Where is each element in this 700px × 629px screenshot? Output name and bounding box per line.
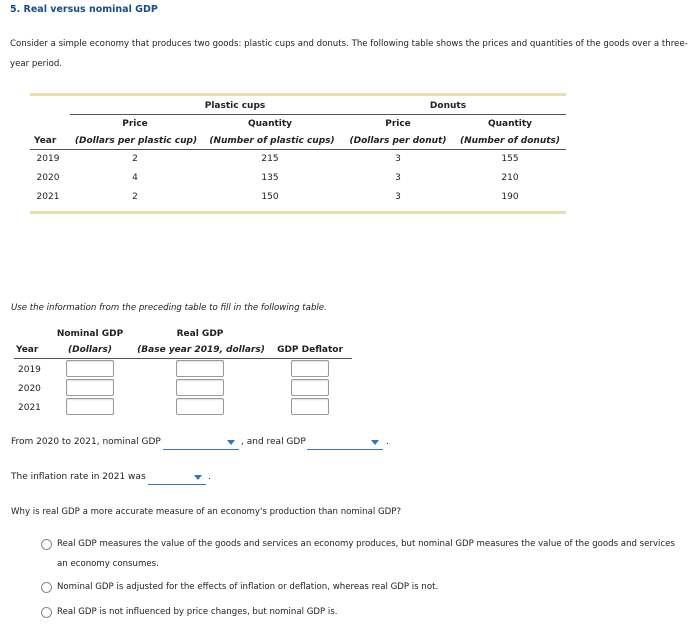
cell-quantity-donuts: 210 (501, 173, 519, 183)
cell-price-cups: 2 (132, 154, 138, 164)
option-label: Real GDP measures the value of the goods and services an economy produces, but nominal GDP measures the value of the goods and services an economy consumes. (57, 539, 675, 569)
row-year: 2019 (18, 365, 41, 375)
cell-price-donuts: 3 (395, 173, 401, 183)
real-gdp-2020-input[interactable] (176, 379, 224, 396)
cell-quantity-cups: 135 (261, 173, 279, 183)
intro-text: Consider a simple economy that produces two goods: plastic cups and donuts. The following table shows the prices and quantities of the goods over a three-year period. (10, 39, 688, 69)
cell-quantity-cups: 150 (261, 192, 279, 202)
unit-quantity-donuts: (Number of donuts) (460, 136, 560, 146)
nominal-gdp-2020-input[interactable] (66, 379, 114, 396)
table-top-rule (30, 93, 566, 96)
real-gdp-2021-input[interactable] (176, 398, 224, 415)
group-header-plastic-cups: Plastic cups (204, 101, 266, 111)
real-gdp-change-dropdown[interactable] (307, 438, 383, 450)
header-real-gdp: Real GDP (176, 329, 224, 339)
gdp-deflator-2020-input[interactable] (291, 379, 329, 396)
cell-quantity-cups: 215 (261, 154, 279, 164)
row-year: 2020 (18, 384, 41, 394)
row-year: 2020 (36, 173, 60, 183)
cell-quantity-donuts: 155 (501, 154, 519, 164)
nominal-gdp-change-dropdown[interactable] (163, 438, 239, 450)
sentence2-prefix: The inflation rate in 2021 was (11, 472, 146, 482)
cell-price-donuts: 3 (395, 192, 401, 202)
unit-quantity-cups: (Number of plastic cups) (209, 136, 335, 146)
sentence-nominal-real (11, 437, 161, 447)
question-text: Why is real GDP a more accurate measure of an economy's production than nominal GDP? (11, 507, 402, 517)
sentence1-prefix: From 2020 to 2021, nominal GDP (11, 437, 161, 447)
cell-price-donuts: 3 (395, 154, 401, 164)
inflation-rate-dropdown[interactable] (148, 473, 206, 485)
radio-button[interactable] (41, 539, 52, 550)
instruction-text: Use the information from the preceding table to fill in the following table. (11, 303, 327, 313)
row-year: 2021 (36, 192, 60, 202)
nominal-gdp-2019-input[interactable] (66, 360, 114, 377)
donuts-underline (348, 114, 566, 115)
unit-price-donuts: (Dollars per donut) (349, 136, 447, 146)
col-header-quantity-cups: Quantity (247, 119, 293, 129)
unit-price-cups: (Dollars per plastic cup) (74, 136, 198, 146)
section-heading: 5. Real versus nominal GDP (10, 4, 158, 15)
radio-button[interactable] (41, 582, 52, 593)
group-header-donuts: Donuts (429, 101, 467, 111)
col-header-price-cups: Price (122, 119, 148, 129)
cell-quantity-donuts: 190 (501, 192, 519, 202)
gdp-entry-table (0, 325, 360, 425)
table2-header-rule (14, 358, 352, 359)
sentence1-middle: , and real GDP (241, 437, 306, 447)
header-nominal-unit: (Dollars) (68, 345, 112, 355)
col-header-year: Year (34, 136, 57, 146)
col-header-quantity-donuts: Quantity (487, 119, 533, 129)
cell-price-cups: 2 (132, 192, 138, 202)
plastic-cups-underline (70, 114, 350, 115)
header-nominal-gdp: Nominal GDP (56, 329, 124, 339)
header-real-unit: (Base year 2019, dollars) (137, 345, 265, 355)
header-year: Year (16, 345, 39, 355)
chevron-down-icon (371, 440, 379, 445)
real-gdp-2019-input[interactable] (176, 360, 224, 377)
chevron-down-icon (194, 475, 202, 480)
sentence2-suffix: . (208, 472, 211, 482)
gdp-deflator-2021-input[interactable] (291, 398, 329, 415)
header-gdp-deflator: GDP Deflator (277, 345, 343, 355)
table-bottom-rule (30, 211, 566, 214)
option-label: Nominal GDP is adjusted for the effects of inflation or deflation, whereas real GDP is not. (57, 582, 439, 592)
row-year: 2021 (18, 403, 41, 413)
row-year: 2019 (36, 154, 60, 164)
header-rule (30, 149, 566, 150)
cell-price-cups: 4 (132, 173, 138, 183)
nominal-gdp-2021-input[interactable] (66, 398, 114, 415)
chevron-down-icon (227, 440, 235, 445)
sentence1-suffix: . (386, 437, 389, 447)
col-header-price-donuts: Price (385, 119, 411, 129)
radio-button[interactable] (41, 607, 52, 618)
gdp-deflator-2019-input[interactable] (291, 360, 329, 377)
option-label: Real GDP is not influenced by price changes, but nominal GDP is. (57, 607, 338, 617)
